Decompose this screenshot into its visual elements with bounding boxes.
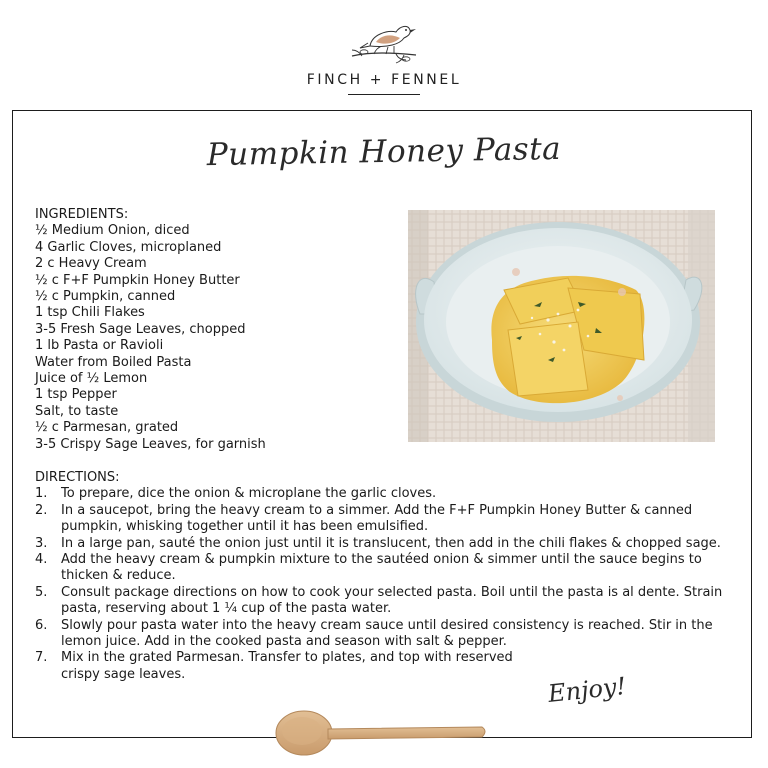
directions-heading: DIRECTIONS: <box>35 470 120 485</box>
step-number: 1. <box>35 486 48 502</box>
closing-signature: Enjoy! <box>546 671 628 709</box>
ingredient-item: Water from Boiled Pasta <box>35 354 192 370</box>
ingredient-item: ½ c Pumpkin, canned <box>35 289 176 305</box>
recipe-title: Pumpkin Honey Pasta <box>206 130 562 174</box>
direction-step <box>35 503 735 536</box>
brand-underline <box>348 94 420 95</box>
step-text: In a saucepot, bring the heavy cream to a simmer. Add the F+F Pumpkin Honey Butter & canned pumpkin, whisking together until it has been emulsified. <box>61 502 693 535</box>
ingredient-item: Salt, to taste <box>35 403 119 419</box>
step-text: To prepare, dice the onion & microplane the garlic cloves. <box>61 486 437 502</box>
ingredient-item: ½ c F+F Pumpkin Honey Butter <box>35 272 240 288</box>
direction-step <box>35 536 735 552</box>
step-number: 7. <box>35 650 48 666</box>
ingredient-item: Juice of ½ Lemon <box>35 371 148 387</box>
step-text: Add the heavy cream & pumpkin mixture to the sautéed onion & simmer until the sauce begins to thicken & reduce. <box>61 552 702 584</box>
ravioli-in-bowl-photo <box>408 210 715 442</box>
ingredient-item: 4 Garlic Cloves, microplaned <box>35 239 222 255</box>
ingredient-item: ½ c Parmesan, grated <box>35 420 179 436</box>
step-number: 3. <box>35 535 48 551</box>
direction-step <box>35 486 735 502</box>
wooden-spoon-icon <box>272 705 492 765</box>
ingredients-heading: INGREDIENTS: <box>35 207 129 222</box>
direction-step <box>35 585 735 618</box>
brand-header <box>0 12 768 95</box>
step-number: 4. <box>35 552 48 568</box>
ingredient-item: 3-5 Fresh Sage Leaves, chopped <box>35 321 246 337</box>
ingredient-item: 2 c Heavy Cream <box>35 256 147 272</box>
bird-on-branch-icon <box>344 12 424 66</box>
direction-step <box>35 618 735 651</box>
step-text: Slowly pour pasta water into the heavy cream sauce until desired consistency is reached. Stir in the lemon juice. Add in the cooked pasta and season with salt & pepper. <box>61 617 713 650</box>
ingredient-item: 1 tsp Chili Flakes <box>35 305 145 321</box>
ingredient-item: ½ Medium Onion, diced <box>35 223 190 239</box>
ingredient-item: 3-5 Crispy Sage Leaves, for garnish <box>35 436 266 452</box>
step-text: Consult package directions on how to cook your selected pasta. Boil until the pasta is al dente. Strain pasta, reserving about 1 ¼ cup of the pasta water. <box>61 584 723 617</box>
ingredient-item: 1 lb Pasta or Ravioli <box>35 338 164 354</box>
direction-step <box>35 552 735 585</box>
step-text: In a large pan, sauté the onion just until it is translucent, then add in the chili flakes & chopped sage. <box>61 535 721 551</box>
step-text: Mix in the grated Parmesan. Transfer to plates, and top with reserved crispy sage leaves. <box>61 650 513 682</box>
step-number: 6. <box>35 617 48 633</box>
ingredients-section <box>35 207 395 453</box>
directions-section <box>35 470 735 683</box>
step-number: 5. <box>35 584 48 600</box>
brand-name: FINCH + FENNEL <box>306 72 462 88</box>
direction-step <box>35 650 535 683</box>
ingredient-item: 1 tsp Pepper <box>35 387 117 403</box>
step-number: 2. <box>35 502 48 518</box>
